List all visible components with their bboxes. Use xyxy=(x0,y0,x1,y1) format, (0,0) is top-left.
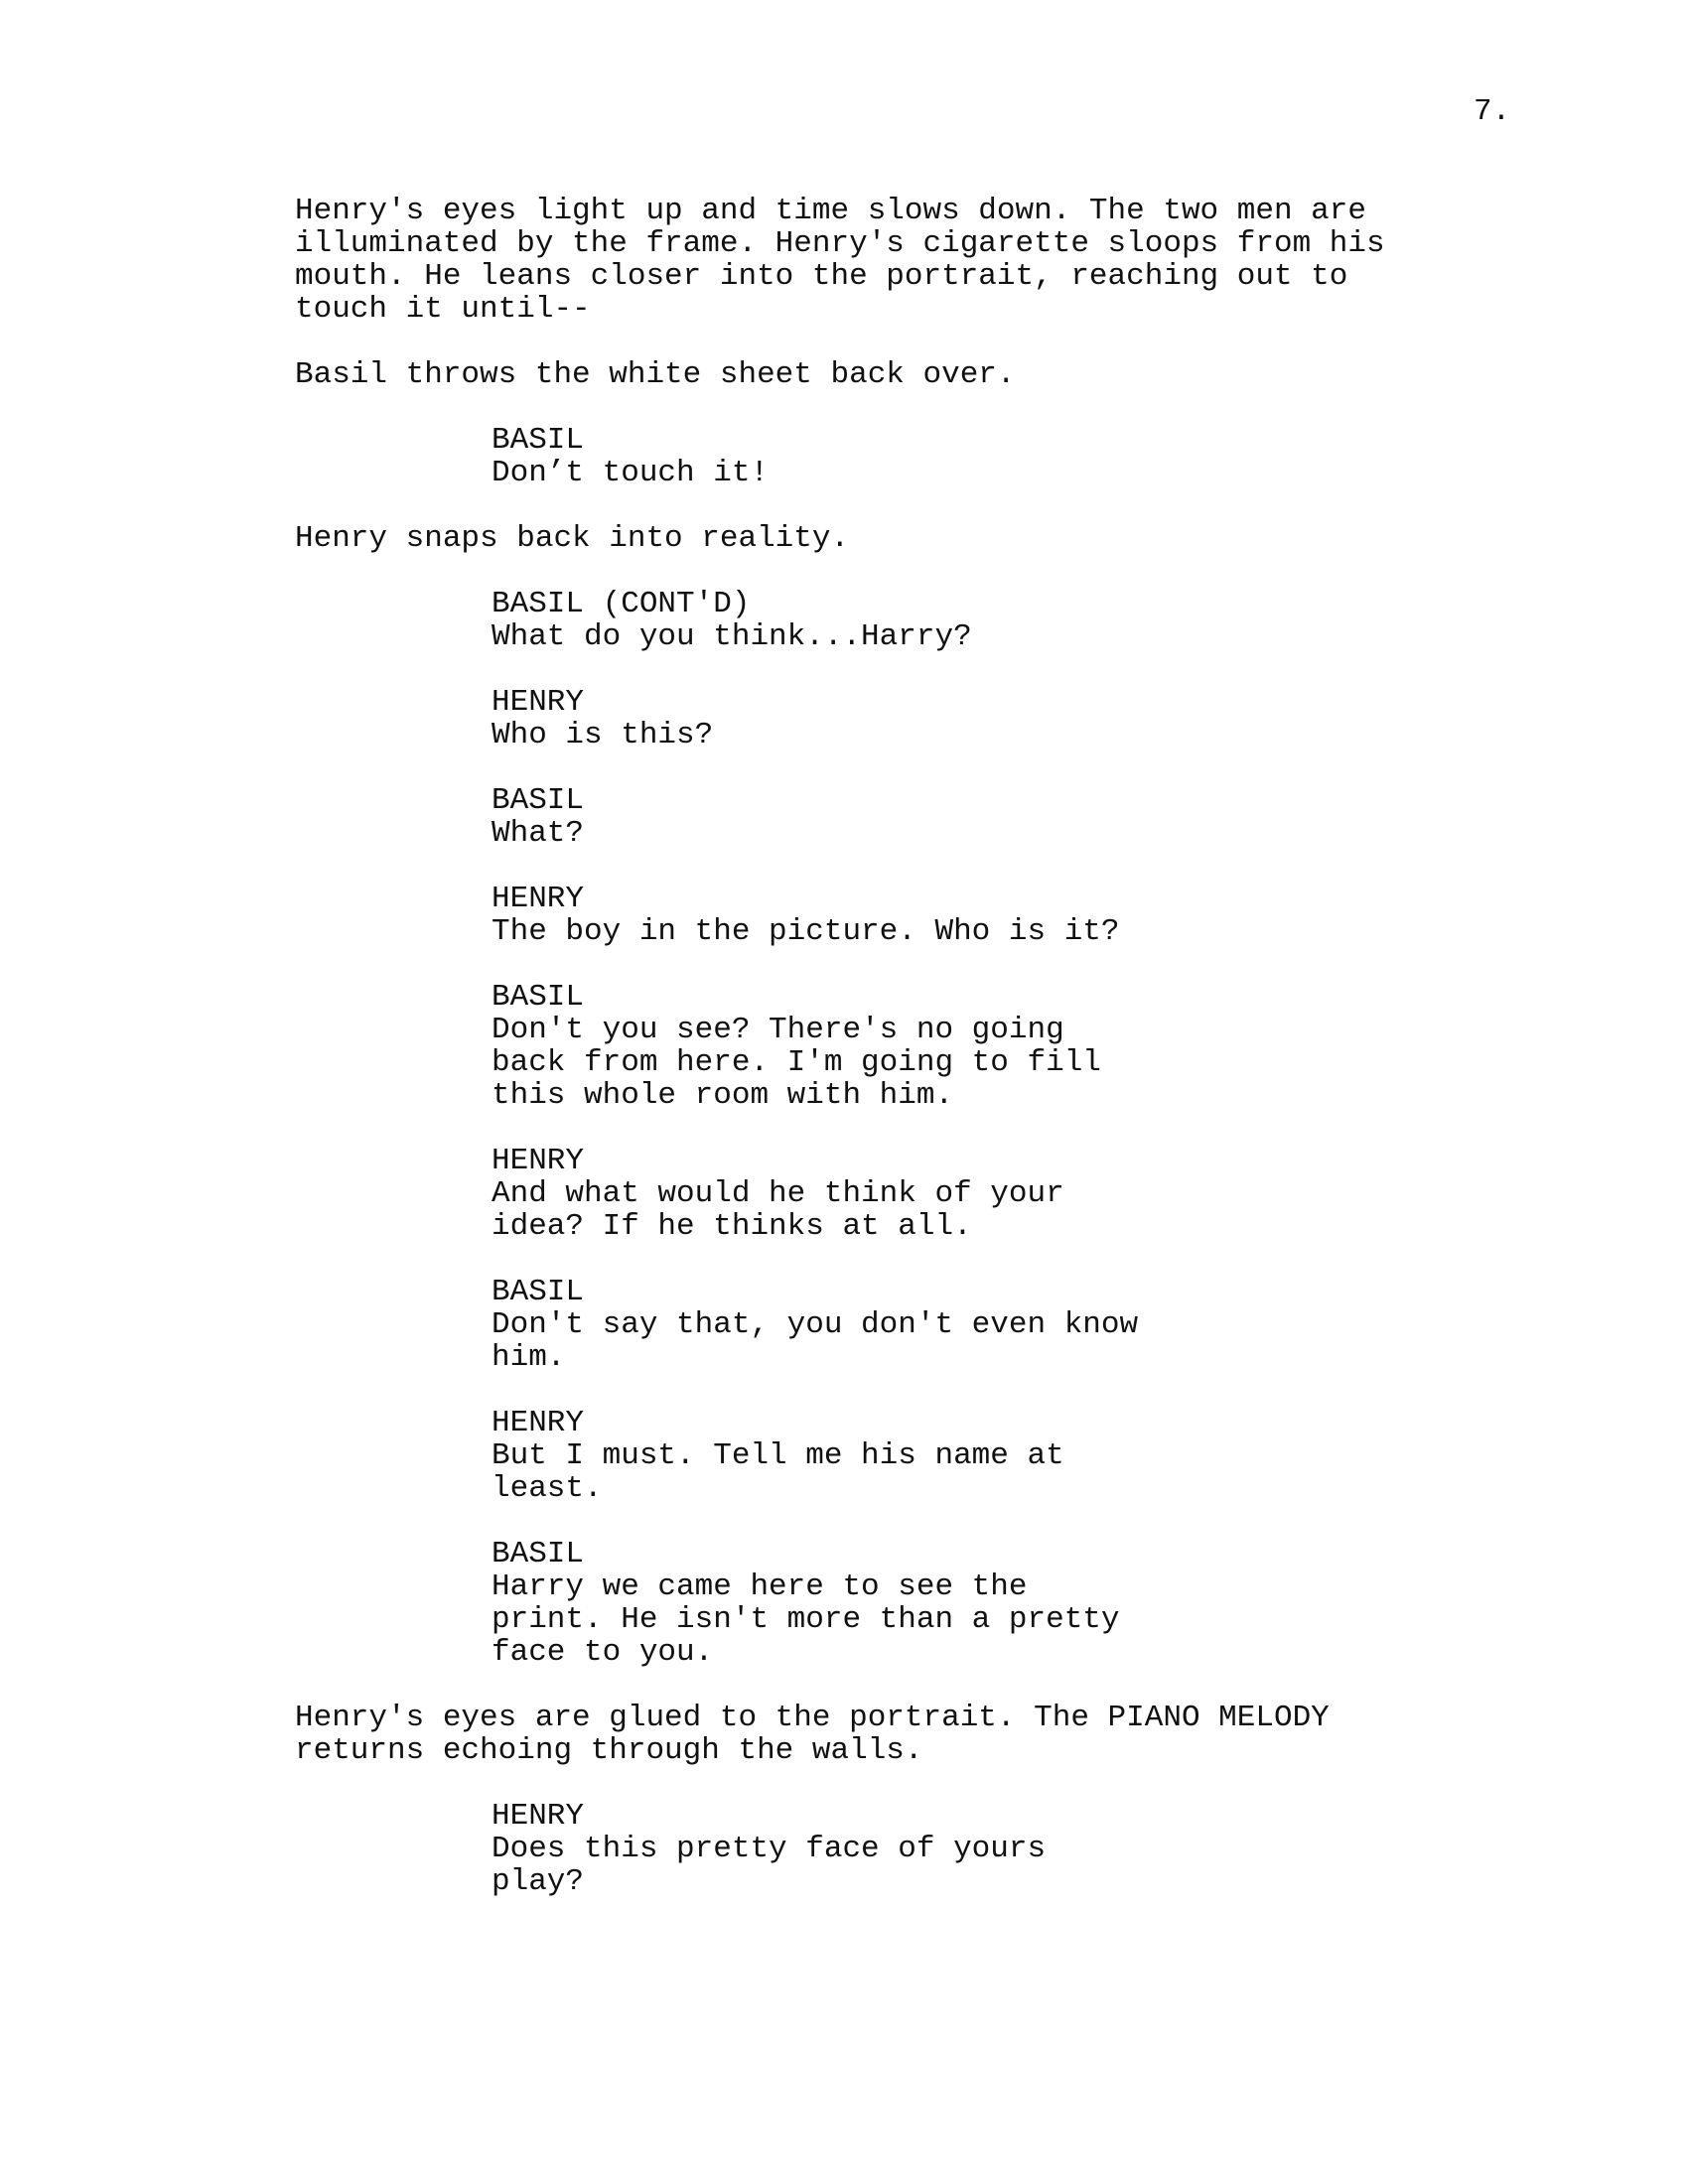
dialogue-line: And what would he think of your xyxy=(492,1176,1064,1211)
character-name: HENRY xyxy=(492,1406,585,1440)
dialogue-block xyxy=(0,1407,1688,1505)
character-name: BASIL (CONT'D) xyxy=(492,587,751,621)
action-line: mouth. He leans closer into the portrait, reaching out to xyxy=(295,259,1348,294)
dialogue-block xyxy=(0,784,1688,850)
character-name: BASIL xyxy=(492,783,585,818)
dialogue-line: Harry we came here to see the xyxy=(492,1570,1028,1604)
dialogue-block xyxy=(0,981,1688,1112)
dialogue-line: print. He isn't more than a pretty xyxy=(492,1602,1120,1637)
dialogue-block xyxy=(0,1538,1688,1669)
dialogue-line: this whole room with him. xyxy=(492,1078,954,1113)
dialogue-line: back from here. I'm going to fill xyxy=(492,1045,1101,1080)
character-name: HENRY xyxy=(492,1144,585,1178)
dialogue-block xyxy=(0,424,1688,489)
dialogue-line: Don't say that, you don't even know xyxy=(492,1307,1139,1342)
dialogue-line: him. xyxy=(492,1340,566,1375)
dialogue-line: Who is this? xyxy=(492,718,714,752)
character-name: HENRY xyxy=(492,1799,585,1834)
action-line: touch it until-- xyxy=(295,292,591,327)
dialogue-block xyxy=(0,1800,1688,1898)
action-paragraph xyxy=(0,522,1688,555)
dialogue-line: But I must. Tell me his name at xyxy=(492,1438,1064,1473)
dialogue-line: idea? If he thinks at all. xyxy=(492,1209,972,1244)
page-number: 7. xyxy=(1474,94,1511,129)
character-name: BASIL xyxy=(492,1537,585,1571)
action-paragraph xyxy=(0,358,1688,391)
dialogue-line: least. xyxy=(492,1471,603,1506)
action-line: Henry snaps back into reality. xyxy=(295,521,850,556)
dialogue-line: face to you. xyxy=(492,1635,714,1670)
character-name: HENRY xyxy=(492,882,585,916)
dialogue-block xyxy=(0,1276,1688,1374)
action-line: Basil throws the white sheet back over. xyxy=(295,357,1016,392)
character-name: BASIL xyxy=(492,1275,585,1309)
dialogue-line: What? xyxy=(492,816,585,851)
script-body xyxy=(0,195,1688,1898)
dialogue-line: What do you think...Harry? xyxy=(492,619,972,654)
action-paragraph xyxy=(0,195,1688,326)
character-name: BASIL xyxy=(492,423,585,458)
action-line: illuminated by the frame. Henry's cigarette sloops from his xyxy=(295,226,1385,261)
action-line: Henry's eyes light up and time slows down. The two men are xyxy=(295,194,1366,228)
dialogue-line: play? xyxy=(492,1864,585,1899)
action-line: Henry's eyes are glued to the portrait. The PIANO MELODY xyxy=(295,1701,1330,1735)
dialogue-line: Don't you see? There's no going xyxy=(492,1013,1064,1047)
dialogue-line: Does this pretty face of yours xyxy=(492,1832,1047,1866)
dialogue-block xyxy=(0,1145,1688,1243)
dialogue-block xyxy=(0,883,1688,948)
dialogue-block xyxy=(0,686,1688,751)
character-name: BASIL xyxy=(492,980,585,1015)
character-name: HENRY xyxy=(492,685,585,720)
dialogue-block xyxy=(0,588,1688,653)
dialogue-line: Don’t touch it! xyxy=(492,456,770,490)
action-line: returns echoing through the walls. xyxy=(295,1733,923,1768)
action-paragraph xyxy=(0,1702,1688,1767)
dialogue-line: The boy in the picture. Who is it? xyxy=(492,914,1120,949)
